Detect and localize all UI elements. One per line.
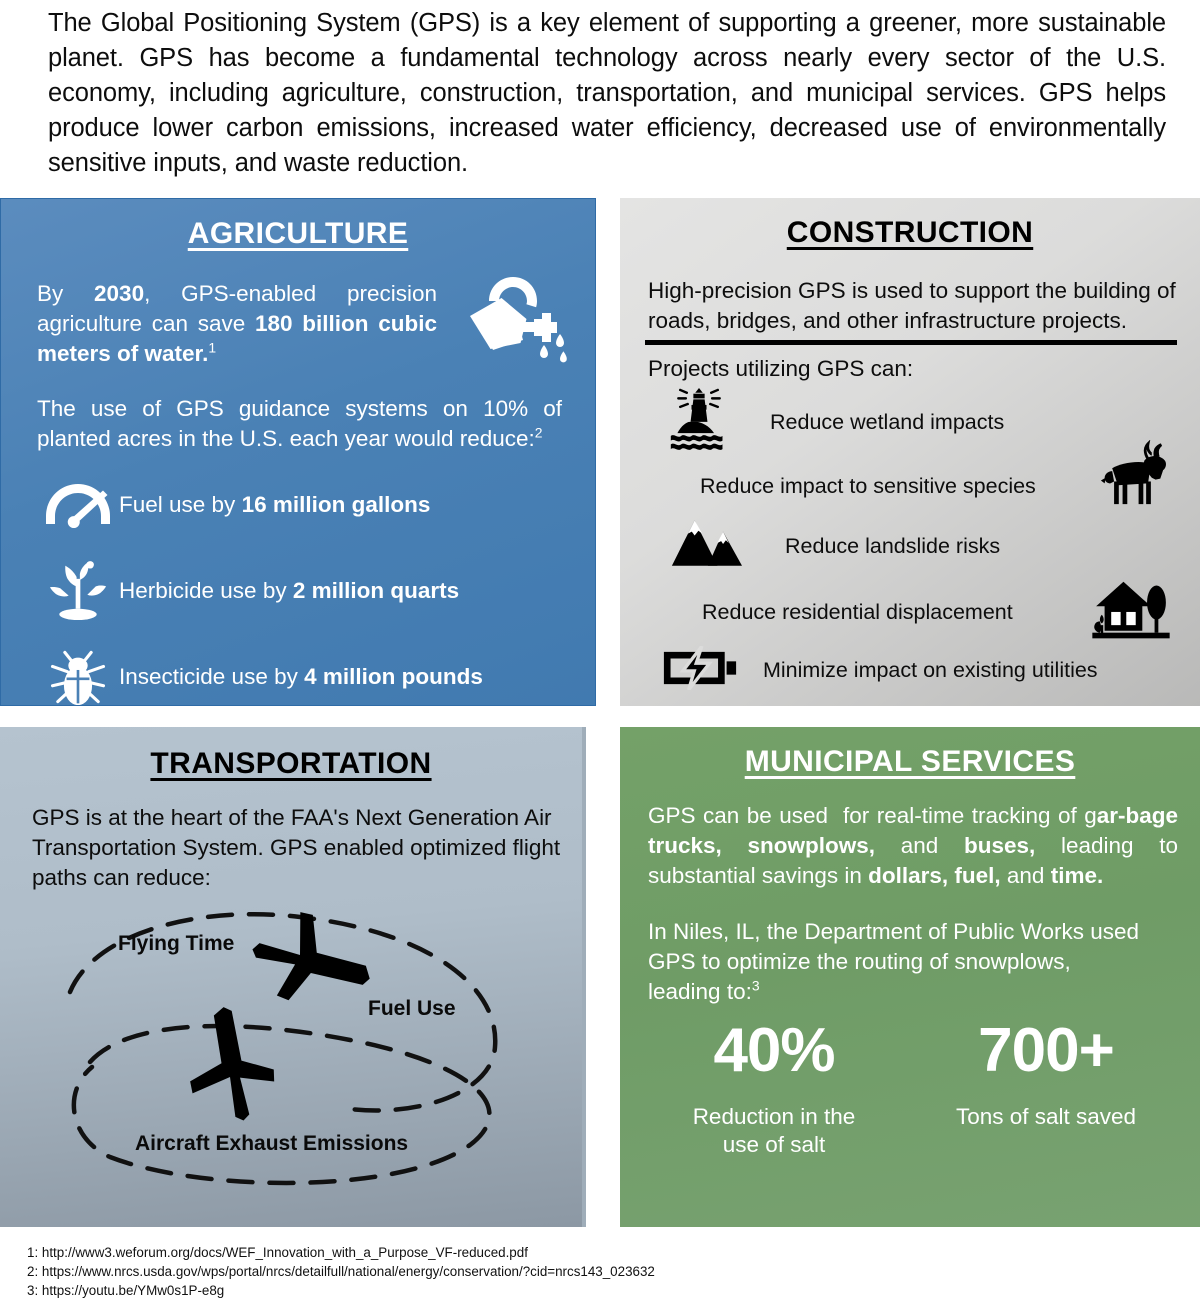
watering-can-icon: [456, 267, 576, 372]
construction-item-list: [630, 388, 1190, 698]
construction-item-label: Reduce wetland impacts: [770, 410, 1005, 434]
panel-construction: [620, 198, 1200, 706]
agriculture-paragraph-1: By 2030, GPS-enabled precision agriculture can save 180 billion cubic meters of water.$^1$: [37, 281, 438, 366]
stat-value: 700+: [978, 1016, 1114, 1085]
construction-title: CONSTRUCTION: [786, 216, 1034, 249]
stat-caption: Tons of salt saved: [955, 1104, 1137, 1129]
stat-salt-reduction: [638, 1017, 910, 1159]
stat-value: 40%: [713, 1016, 835, 1085]
stat-caption: Reduction in the use of salt: [692, 1104, 856, 1157]
transportation-flight-path-graphic: [0, 877, 586, 1217]
panel-agriculture: [0, 198, 596, 706]
construction-item: [630, 574, 1190, 636]
construction-divider: [645, 340, 1177, 345]
agriculture-paragraph-2: The use of GPS guidance systems on 10% of planted acres in the U.S. each year would reduce:$^2$: [37, 396, 562, 451]
intro-paragraph: The Global Positioning System (GPS) is a key element of supporting a greener, more sustainable planet. GPS has become a fundamental technology across nearly every sector of the U.S. economy, including agriculture, construction, transportation, and municipal services. GPS helps produce lower carbon emissions, increased water efficiency, decreased use of environmentally sensitive inputs, and waste reduction.: [48, 9, 1166, 177]
municipal-paragraph-1: GPS can be used for real-time tracking of gar-bage trucks, snowplows, and buses, leading to substantial savings in dollars, fuel, and time.: [648, 803, 1178, 888]
panel-municipal-services: [620, 727, 1200, 1227]
footnote-3: 3: https://youtu.be/YMw0s1P-e8g: [27, 1283, 225, 1298]
municipal-stats: [638, 1017, 1182, 1159]
agriculture-row-herbicide: [37, 555, 577, 627]
antelope-icon: [1095, 440, 1169, 511]
agriculture-row-fuel: [37, 469, 577, 541]
panel-transportation: [0, 727, 586, 1227]
footnote-1: 1: http://www3.weforum.org/docs/WEF_Innovation_with_a_Purpose_VF-reduced.pdf: [27, 1245, 528, 1260]
gauge-icon: [37, 482, 119, 528]
footnotes: [27, 1243, 927, 1300]
construction-item: [630, 512, 1190, 574]
mountains-icon: [670, 518, 742, 575]
label-flying-time: Flying Time: [118, 932, 235, 955]
agriculture-row-label: Herbicide use by 2 million quarts: [119, 578, 460, 603]
label-aircraft-exhaust-emissions: Aircraft Exhaust Emissions: [135, 1132, 409, 1155]
agriculture-row-label: Fuel use by 16 million gallons: [119, 492, 431, 517]
agriculture-benefit-list: [37, 469, 577, 706]
transportation-title: TRANSPORTATION: [150, 747, 432, 780]
construction-item-label: Reduce landslide risks: [785, 534, 1001, 558]
agriculture-title: AGRICULTURE: [187, 217, 409, 250]
battery-bolt-icon: [662, 646, 738, 695]
construction-item-label: Minimize impact on existing utilities: [763, 658, 1098, 682]
footnote-2: 2: https://www.nrcs.usda.gov/wps/portal/nrcs/detailfull/national/energy/conservation/?cid=nrcs143_023632: [27, 1264, 655, 1279]
stat-salt-saved: [910, 1017, 1182, 1159]
beetle-icon: [37, 647, 119, 706]
label-fuel-use: Fuel Use: [368, 997, 456, 1020]
municipal-paragraph-2: In Niles, IL, the Department of Public Works used GPS to optimize the routing of snowplows, leading to:$^3$: [648, 919, 1140, 1004]
agriculture-row-label: Insecticide use by 4 million pounds: [119, 664, 483, 689]
agriculture-row-insecticide: [37, 641, 577, 706]
construction-item-label: Reduce residential displacement: [702, 600, 1013, 624]
plant-icon: [37, 560, 119, 622]
municipal-title: MUNICIPAL SERVICES: [744, 745, 1076, 778]
construction-item: [630, 450, 1190, 512]
lighthouse-icon: [668, 386, 730, 459]
construction-item: [630, 636, 1190, 698]
construction-item-label: Reduce impact to sensitive species: [700, 474, 1036, 498]
transportation-paragraph: GPS is at the heart of the FAA's Next Generation Air Transportation System. GPS enabled optimized flight paths can reduce:: [32, 805, 561, 890]
construction-subheading: Projects utilizing GPS can:: [648, 356, 914, 381]
construction-paragraph: High-precision GPS is used to support the building of roads, bridges, and other infrastructure projects.: [648, 278, 1176, 333]
